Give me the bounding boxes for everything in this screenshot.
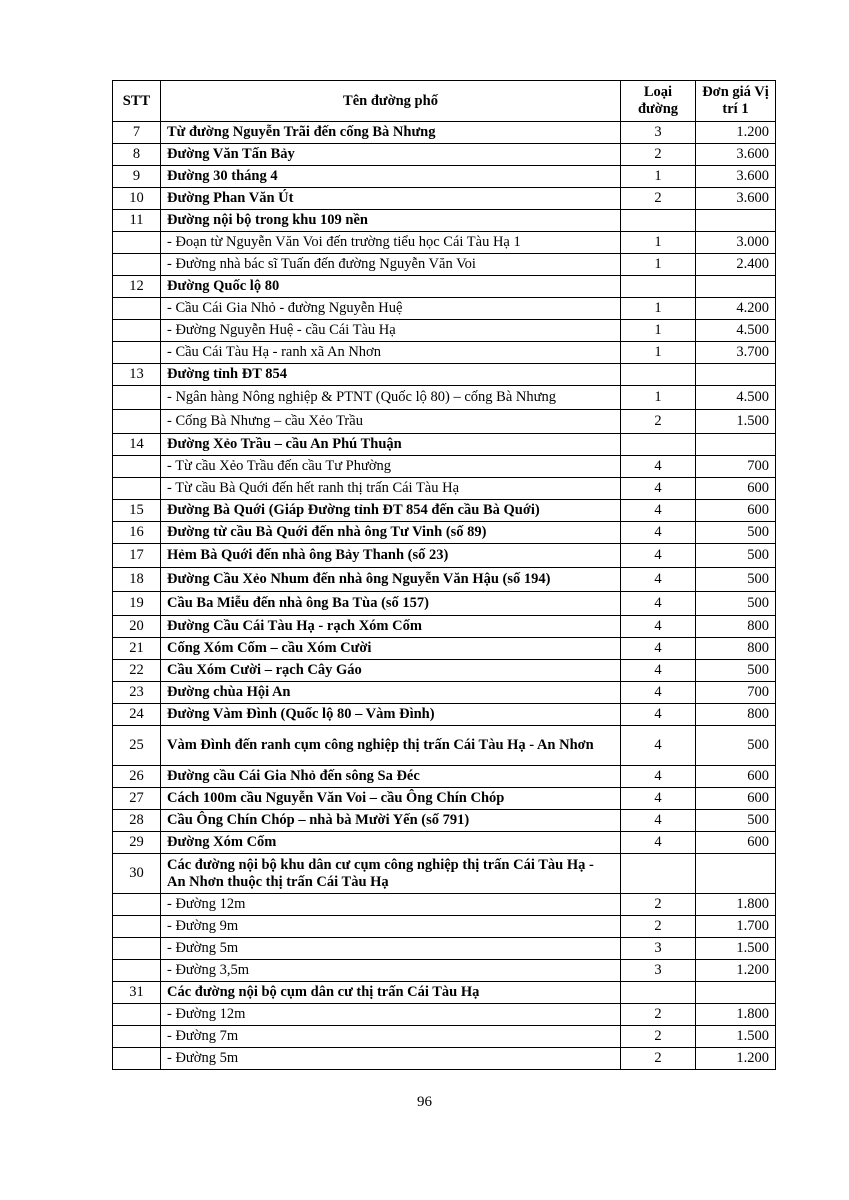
cell-price (696, 982, 776, 1004)
cell-name: Đường Bà Quới (Giáp Đường tỉnh ĐT 854 đến cầu Bà Quới) (161, 500, 621, 522)
cell-price: 500 (696, 592, 776, 616)
table-row (113, 568, 776, 592)
cell-stt: 12 (113, 276, 161, 298)
cell-stt: 22 (113, 660, 161, 682)
table-row (113, 166, 776, 188)
table-row (113, 766, 776, 788)
table-row (113, 1004, 776, 1026)
cell-price: 3.700 (696, 342, 776, 364)
cell-stt (113, 456, 161, 478)
cell-price: 1.500 (696, 410, 776, 434)
table-body (113, 122, 776, 1070)
cell-price: 700 (696, 456, 776, 478)
cell-name: - Đường nhà bác sĩ Tuấn đến đường Nguyễn Văn Voi (161, 254, 621, 276)
cell-stt: 24 (113, 704, 161, 726)
cell-stt (113, 916, 161, 938)
cell-type: 2 (621, 410, 696, 434)
cell-name: - Đường 5m (161, 1048, 621, 1070)
cell-stt: 21 (113, 638, 161, 660)
table-row (113, 1048, 776, 1070)
table-row (113, 298, 776, 320)
table-row (113, 810, 776, 832)
cell-type: 2 (621, 1004, 696, 1026)
table-row (113, 726, 776, 766)
cell-type: 2 (621, 144, 696, 166)
table-row (113, 500, 776, 522)
cell-stt (113, 960, 161, 982)
cell-price: 1.500 (696, 938, 776, 960)
cell-type (621, 982, 696, 1004)
cell-name: - Cầu Cái Gia Nhỏ - đường Nguyễn Huệ (161, 298, 621, 320)
cell-stt: 16 (113, 522, 161, 544)
cell-type: 1 (621, 254, 696, 276)
table-header-row (113, 81, 776, 122)
cell-type: 1 (621, 166, 696, 188)
cell-stt: 14 (113, 434, 161, 456)
table-row (113, 364, 776, 386)
cell-stt: 19 (113, 592, 161, 616)
table-row (113, 122, 776, 144)
cell-name: Đường 30 tháng 4 (161, 166, 621, 188)
cell-name: Đường Phan Văn Út (161, 188, 621, 210)
table-row (113, 982, 776, 1004)
cell-name: - Cầu Cái Tàu Hạ - ranh xã An Nhơn (161, 342, 621, 364)
table-row (113, 638, 776, 660)
cell-stt (113, 386, 161, 410)
cell-price: 3.600 (696, 144, 776, 166)
cell-stt: 25 (113, 726, 161, 766)
cell-stt (113, 938, 161, 960)
cell-name: - Ngân hàng Nông nghiệp & PTNT (Quốc lộ 80) – cống Bà Nhưng (161, 386, 621, 410)
cell-price: 600 (696, 788, 776, 810)
cell-price: 800 (696, 638, 776, 660)
table-row (113, 788, 776, 810)
cell-price: 600 (696, 766, 776, 788)
cell-type: 4 (621, 478, 696, 500)
cell-name: Đường Xẻo Trầu – cầu An Phú Thuận (161, 434, 621, 456)
cell-type (621, 434, 696, 456)
cell-price: 1.700 (696, 916, 776, 938)
cell-price: 2.400 (696, 254, 776, 276)
cell-name: - Từ cầu Xẻo Trầu đến cầu Tư Phường (161, 456, 621, 478)
cell-stt: 9 (113, 166, 161, 188)
header-stt: STT (113, 81, 161, 122)
cell-price (696, 276, 776, 298)
cell-price: 500 (696, 522, 776, 544)
cell-type: 4 (621, 544, 696, 568)
cell-stt: 31 (113, 982, 161, 1004)
cell-name: Đường Vàm Đình (Quốc lộ 80 – Vàm Đình) (161, 704, 621, 726)
cell-stt: 11 (113, 210, 161, 232)
cell-name: - Cống Bà Nhưng – cầu Xẻo Trầu (161, 410, 621, 434)
table-row (113, 682, 776, 704)
cell-name: Cầu Ba Miễu đến nhà ông Ba Tùa (số 157) (161, 592, 621, 616)
table-row (113, 592, 776, 616)
cell-price: 600 (696, 500, 776, 522)
cell-name: Các đường nội bộ khu dân cư cụm công nghiệp thị trấn Cái Tàu Hạ - An Nhơn thuộc thị trấn Cái Tàu Hạ (161, 854, 621, 894)
cell-name: - Đường 3,5m (161, 960, 621, 982)
cell-price: 500 (696, 660, 776, 682)
cell-price: 600 (696, 478, 776, 500)
cell-type: 4 (621, 766, 696, 788)
cell-stt (113, 1004, 161, 1026)
cell-stt: 23 (113, 682, 161, 704)
cell-price: 3.600 (696, 188, 776, 210)
cell-price: 4.200 (696, 298, 776, 320)
cell-price: 1.500 (696, 1026, 776, 1048)
cell-stt (113, 298, 161, 320)
cell-stt: 13 (113, 364, 161, 386)
cell-type: 4 (621, 704, 696, 726)
cell-price (696, 364, 776, 386)
cell-price: 1.200 (696, 1048, 776, 1070)
table-row (113, 916, 776, 938)
cell-price: 500 (696, 544, 776, 568)
cell-price (696, 434, 776, 456)
header-name: Tên đường phố (161, 81, 621, 122)
table-row (113, 660, 776, 682)
table-row (113, 144, 776, 166)
cell-type: 4 (621, 660, 696, 682)
table-row (113, 960, 776, 982)
cell-type: 1 (621, 232, 696, 254)
cell-type: 4 (621, 592, 696, 616)
cell-stt: 26 (113, 766, 161, 788)
cell-name: Đường tỉnh ĐT 854 (161, 364, 621, 386)
cell-price: 1.800 (696, 1004, 776, 1026)
cell-type: 4 (621, 726, 696, 766)
cell-type: 1 (621, 342, 696, 364)
table-row (113, 188, 776, 210)
cell-name: Vàm Đình đến ranh cụm công nghiệp thị trấn Cái Tàu Hạ - An Nhơn (161, 726, 621, 766)
cell-name: - Từ cầu Bà Quới đến hết ranh thị trấn Cái Tàu Hạ (161, 478, 621, 500)
cell-name: - Đường 12m (161, 894, 621, 916)
table-row (113, 342, 776, 364)
cell-stt: 7 (113, 122, 161, 144)
cell-type: 4 (621, 638, 696, 660)
cell-stt: 18 (113, 568, 161, 592)
cell-type: 4 (621, 682, 696, 704)
cell-price: 500 (696, 810, 776, 832)
table-row (113, 210, 776, 232)
cell-stt: 27 (113, 788, 161, 810)
cell-type: 1 (621, 298, 696, 320)
cell-type (621, 364, 696, 386)
cell-price: 500 (696, 568, 776, 592)
cell-name: - Đường 9m (161, 916, 621, 938)
cell-type: 4 (621, 810, 696, 832)
cell-stt (113, 1026, 161, 1048)
cell-type: 4 (621, 832, 696, 854)
cell-name: Từ đường Nguyễn Trãi đến cống Bà Nhưng (161, 122, 621, 144)
table-row (113, 938, 776, 960)
cell-price: 3.600 (696, 166, 776, 188)
cell-price: 1.200 (696, 122, 776, 144)
cell-stt (113, 894, 161, 916)
cell-stt (113, 342, 161, 364)
cell-type: 1 (621, 386, 696, 410)
cell-type (621, 210, 696, 232)
cell-price: 1.200 (696, 960, 776, 982)
table-row (113, 522, 776, 544)
price-table (112, 80, 776, 1070)
cell-stt: 30 (113, 854, 161, 894)
table-row (113, 1026, 776, 1048)
cell-price: 1.800 (696, 894, 776, 916)
cell-name: - Đường Nguyễn Huệ - cầu Cái Tàu Hạ (161, 320, 621, 342)
cell-type: 2 (621, 1048, 696, 1070)
table-row (113, 276, 776, 298)
cell-type (621, 854, 696, 894)
table-row (113, 616, 776, 638)
cell-type: 2 (621, 1026, 696, 1048)
header-price: Đơn giá Vị trí 1 (696, 81, 776, 122)
cell-name: Đường Cầu Xẻo Nhum đến nhà ông Nguyễn Văn Hậu (số 194) (161, 568, 621, 592)
cell-type: 3 (621, 960, 696, 982)
cell-price: 800 (696, 704, 776, 726)
cell-name: Đường từ cầu Bà Quới đến nhà ông Tư Vinh (số 89) (161, 522, 621, 544)
table-row (113, 386, 776, 410)
cell-name: Đường Xóm Cốm (161, 832, 621, 854)
cell-stt: 17 (113, 544, 161, 568)
cell-price: 800 (696, 616, 776, 638)
cell-price: 600 (696, 832, 776, 854)
cell-name: - Đường 12m (161, 1004, 621, 1026)
table-row (113, 434, 776, 456)
cell-type: 4 (621, 568, 696, 592)
cell-stt: 15 (113, 500, 161, 522)
cell-type: 4 (621, 788, 696, 810)
table-row (113, 410, 776, 434)
table-row (113, 320, 776, 342)
cell-stt: 28 (113, 810, 161, 832)
page-number: 96 (417, 1094, 432, 1110)
table-row (113, 254, 776, 276)
cell-stt (113, 410, 161, 434)
table-row (113, 544, 776, 568)
cell-price: 4.500 (696, 386, 776, 410)
cell-name: Đường chùa Hội An (161, 682, 621, 704)
cell-stt (113, 1048, 161, 1070)
cell-name: - Đoạn từ Nguyễn Văn Voi đến trường tiểu học Cái Tàu Hạ 1 (161, 232, 621, 254)
cell-name: Cống Xóm Cốm – cầu Xóm Cười (161, 638, 621, 660)
header-type: Loại đường (621, 81, 696, 122)
cell-stt: 10 (113, 188, 161, 210)
cell-type: 1 (621, 320, 696, 342)
cell-name: Cầu Ông Chín Chóp – nhà bà Mười Yến (số 791) (161, 810, 621, 832)
cell-stt (113, 478, 161, 500)
cell-type: 3 (621, 938, 696, 960)
table-row (113, 854, 776, 894)
cell-price: 3.000 (696, 232, 776, 254)
cell-stt (113, 320, 161, 342)
cell-name: Cách 100m cầu Nguyễn Văn Voi – cầu Ông Chín Chóp (161, 788, 621, 810)
cell-name: Hẻm Bà Quới đến nhà ông Bảy Thanh (số 23) (161, 544, 621, 568)
cell-price (696, 854, 776, 894)
cell-stt (113, 232, 161, 254)
cell-type: 2 (621, 188, 696, 210)
table-row (113, 232, 776, 254)
cell-stt: 29 (113, 832, 161, 854)
table-row (113, 704, 776, 726)
table-row (113, 478, 776, 500)
cell-type (621, 276, 696, 298)
table-row (113, 894, 776, 916)
cell-price: 500 (696, 726, 776, 766)
cell-type: 4 (621, 500, 696, 522)
cell-name: Đường Văn Tấn Bảy (161, 144, 621, 166)
cell-stt (113, 254, 161, 276)
cell-type: 4 (621, 616, 696, 638)
cell-stt: 20 (113, 616, 161, 638)
table-row (113, 832, 776, 854)
cell-price: 4.500 (696, 320, 776, 342)
cell-type: 2 (621, 916, 696, 938)
cell-type: 4 (621, 456, 696, 478)
cell-type: 4 (621, 522, 696, 544)
cell-name: Cầu Xóm Cười – rạch Cây Gáo (161, 660, 621, 682)
cell-name: Đường Quốc lộ 80 (161, 276, 621, 298)
cell-type: 2 (621, 894, 696, 916)
table-row (113, 456, 776, 478)
cell-name: Đường Cầu Cái Tàu Hạ - rạch Xóm Cốm (161, 616, 621, 638)
cell-name: Các đường nội bộ cụm dân cư thị trấn Cái Tàu Hạ (161, 982, 621, 1004)
cell-name: - Đường 5m (161, 938, 621, 960)
cell-type: 3 (621, 122, 696, 144)
cell-name: - Đường 7m (161, 1026, 621, 1048)
cell-price: 700 (696, 682, 776, 704)
cell-name: Đường nội bộ trong khu 109 nền (161, 210, 621, 232)
cell-stt: 8 (113, 144, 161, 166)
cell-name: Đường cầu Cái Gia Nhỏ đến sông Sa Đéc (161, 766, 621, 788)
cell-price (696, 210, 776, 232)
